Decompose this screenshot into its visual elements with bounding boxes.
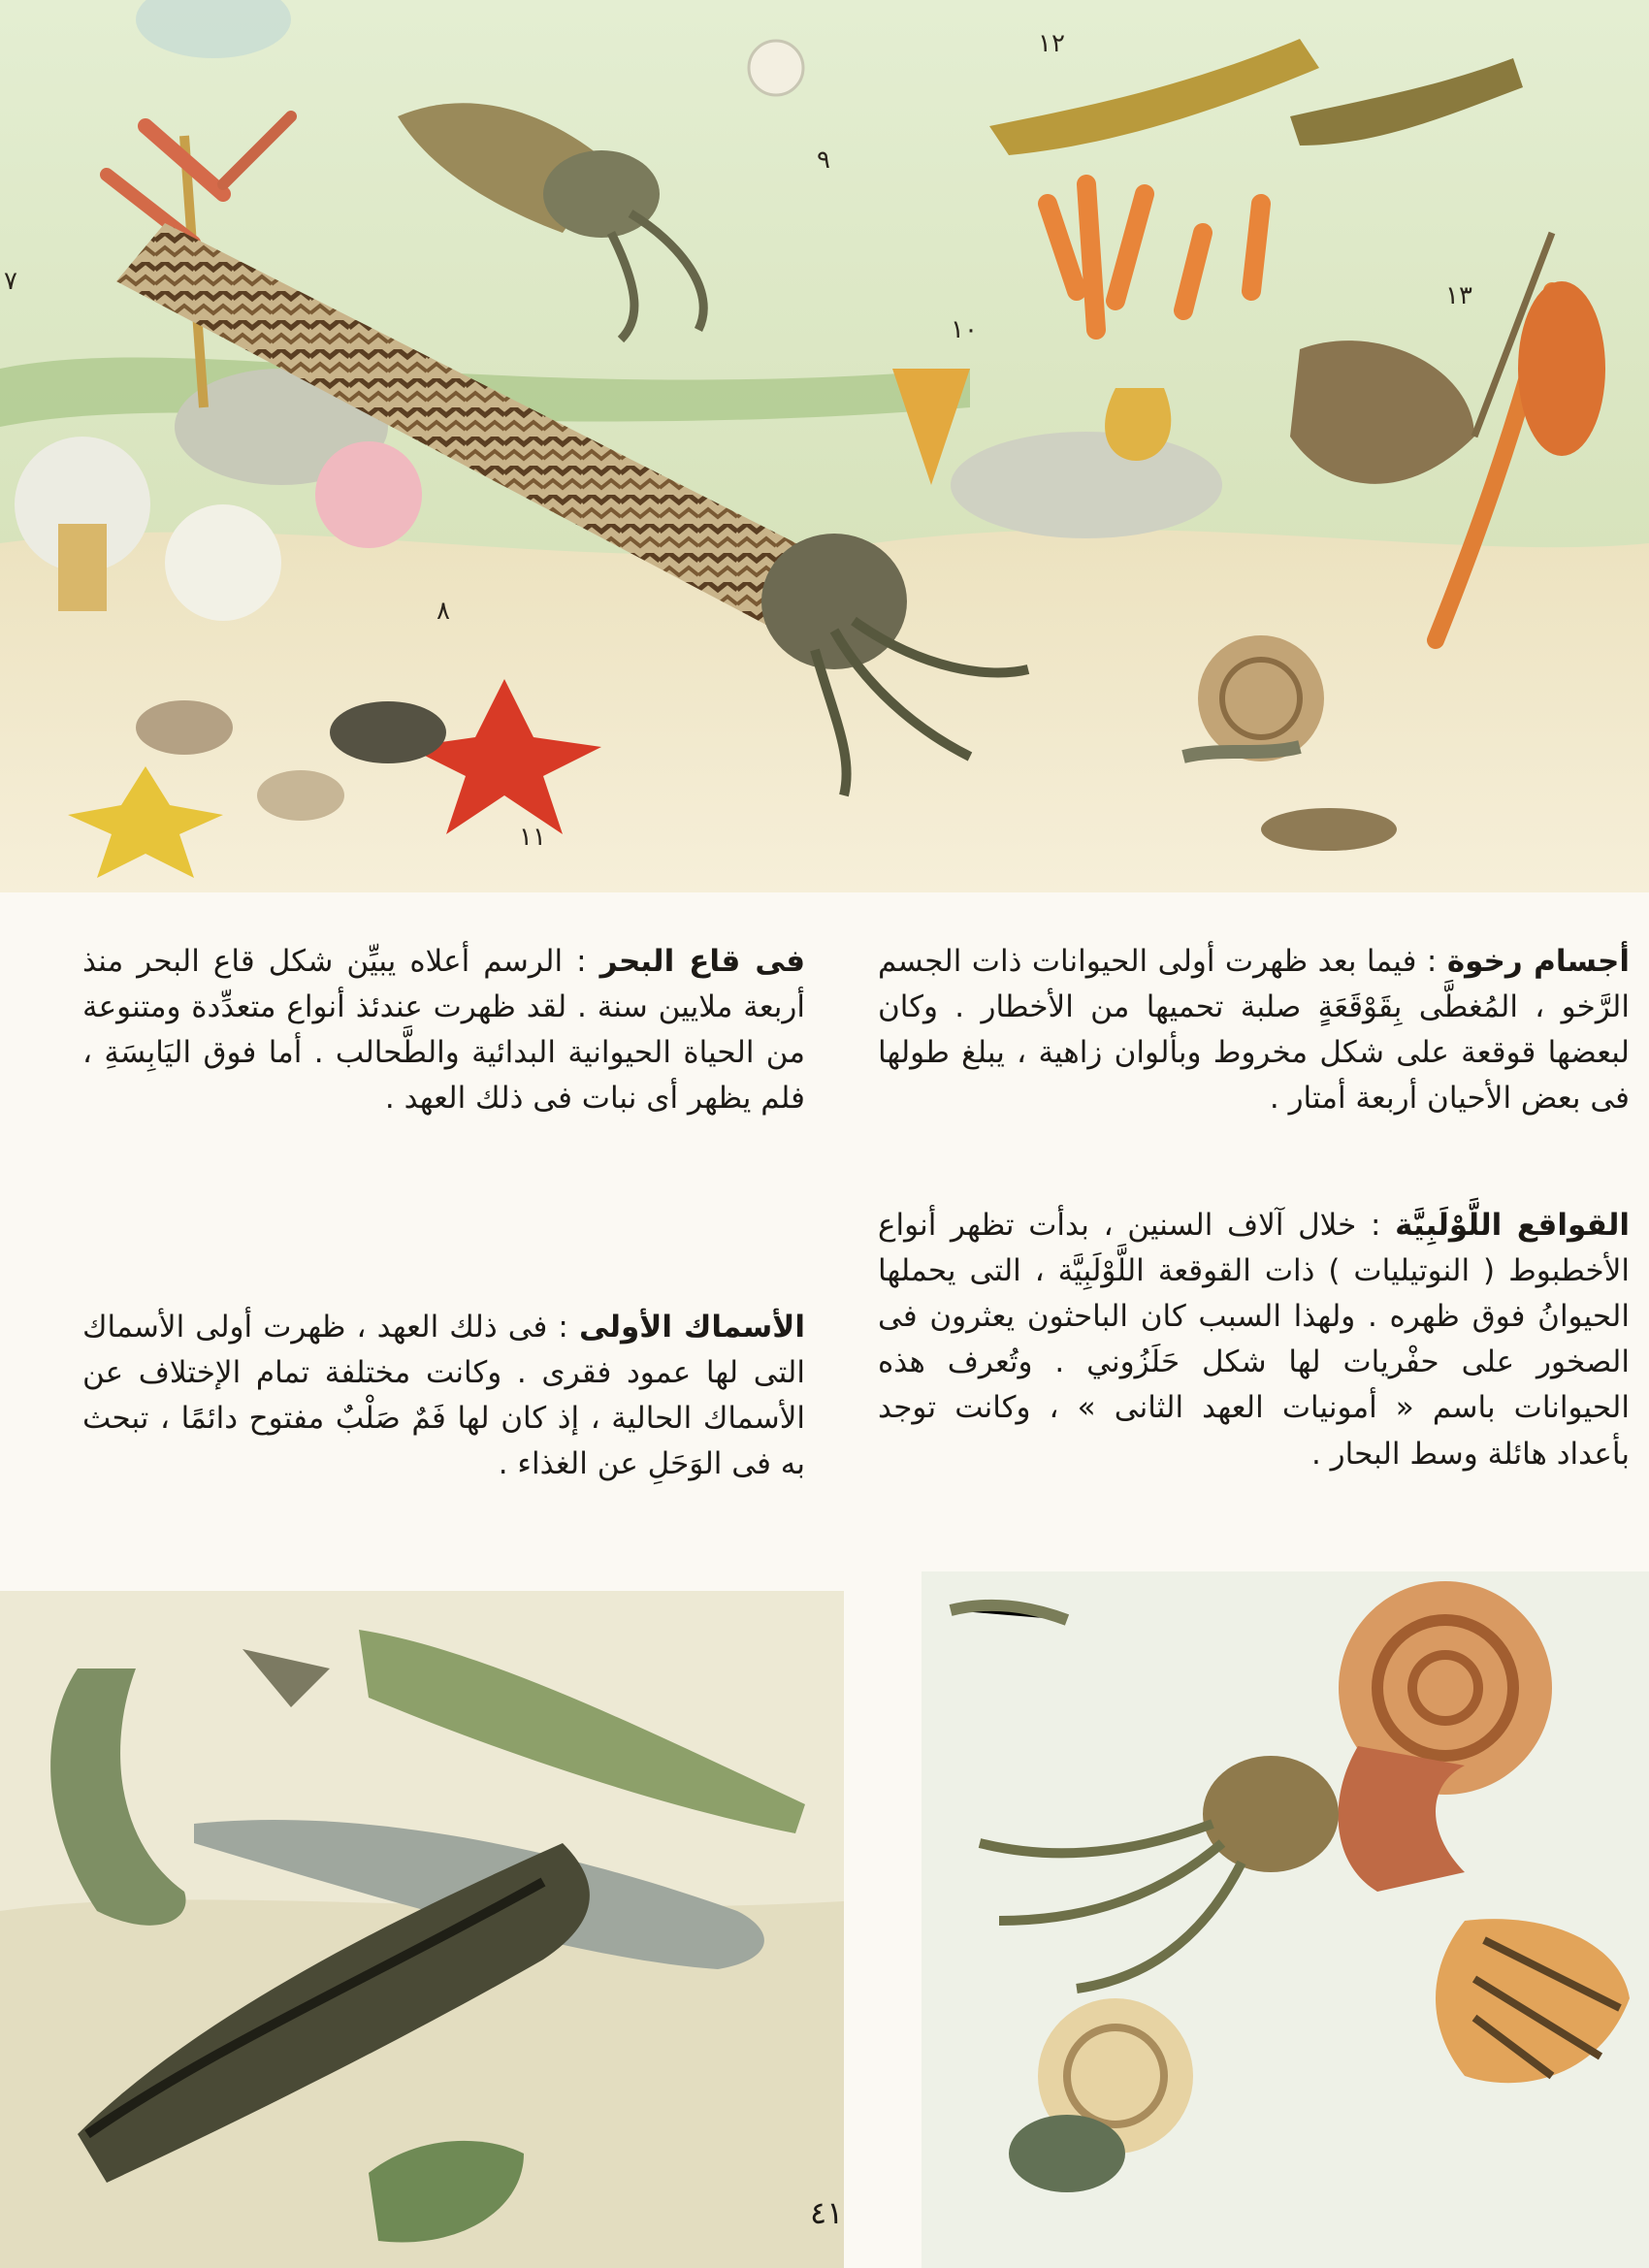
- page-number: ٤١: [810, 2194, 844, 2231]
- sea-daisy-icon: [749, 41, 803, 95]
- section-body: : فيما بعد ظهرت أولى الحيوانات ذات الجسم الرَّخو ، المُغطَّى بِقَوْقَعَةٍ صلبة تحميها من الأخطار . وكان لبعضها قوقعة على شكل مخروط وبألوان زاهية ، يبلغ طولها فى بعض الأحيان أربعة أمتار .: [878, 944, 1630, 1117]
- figure-label: ١٣: [1445, 281, 1472, 310]
- figure-label: ١٠: [951, 315, 978, 344]
- figure-label: ١٢: [1038, 29, 1065, 58]
- section-heading: أجسام رخوة: [1446, 944, 1630, 979]
- section-body: : فى ذلك العهد ، ظهرت أولى الأسماك التى لها عمود فقرى . وكانت مختلفة تمام الإختلاف عن الأسماك الحالية ، إذ كان لها فَمٌ صَلْبٌ مفتوح دائمًا ، تبحث به فى الوَحَلِ عن الغذاء .: [82, 1310, 805, 1482]
- section-body: : خلال آلاف السنين ، بدأت تظهر أنواع الأخطبوط ( النوتيليات ) ذات القوقعة اللَّوْلَبِيَّة ، التى يحملها الحيوانُ فوق ظهره . ولهذا السبب كان الباحثون يعثرون فى الصخور على حفْريات لها شكل حَلَزُوني . وتُعرف هذه الحيوانات باسم « أمونيات العهد الثانى » ، وكانت توجد بأعداد هائلة وسط البحار .: [878, 1208, 1630, 1472]
- section-body: : الرسم أعلاه يبيِّن شكل قاع البحر منذ أربعة ملايين سنة . لقد ظهرت عندئذ أنواع متعدِّدة ومتنوعة من الحياة الحيوانية البدائية والطَّحالب . أما فوق اليَابِسَةِ ، فلم يظهر أى نبات فى ذلك العهد .: [82, 944, 805, 1117]
- section-heading: القواقع اللَّوْلَبِيَّة: [1395, 1208, 1630, 1243]
- figure-label: ١١: [519, 823, 546, 852]
- ammonite-illustration: [922, 1571, 1649, 2268]
- section-heading: الأسماك الأولى: [578, 1310, 805, 1345]
- rock: [951, 432, 1222, 538]
- figure-label: ٩: [817, 146, 830, 175]
- early-fish-illustration: [0, 1591, 844, 2268]
- section-soft-bodies: [878, 939, 1630, 1121]
- section-spiral-shells: [878, 1203, 1630, 1477]
- section-first-fish: [82, 1305, 805, 1487]
- section-sea-floor: [82, 939, 805, 1121]
- trilobite-icon: [1261, 808, 1397, 851]
- section-heading: فى قاع البحر: [599, 944, 805, 979]
- sea-floor-illustration: [0, 0, 1649, 892]
- figure-label: ٧: [4, 267, 17, 296]
- figure-label: ٨: [436, 597, 450, 626]
